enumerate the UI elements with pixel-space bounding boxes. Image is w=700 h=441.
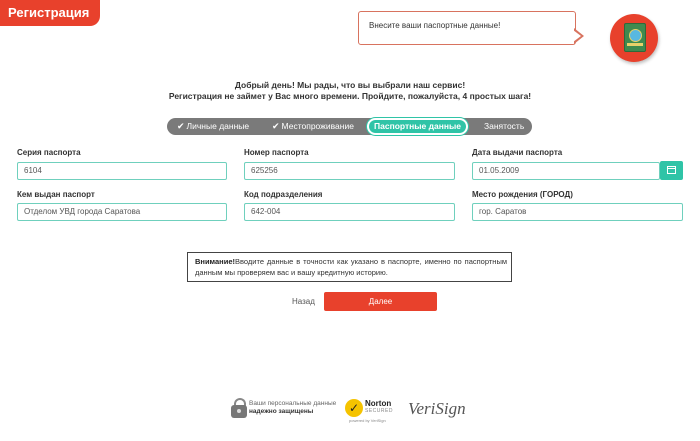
step-personal-data[interactable] — [177, 118, 249, 135]
step-label: Занятость — [484, 121, 525, 131]
next-button[interactable]: Далее — [324, 292, 437, 311]
page-title: Регистрация — [0, 0, 100, 26]
issued-by-label: Кем выдан паспорт — [17, 190, 95, 199]
passport-series-input[interactable]: 6104 — [17, 162, 227, 180]
step-label: Личные данные — [186, 121, 250, 131]
security-note — [249, 400, 336, 416]
tooltip-text: Внесите ваши паспортные данные! — [369, 21, 501, 30]
division-code-input[interactable]: 642-004 — [244, 203, 455, 221]
norton-secured: SECURED — [365, 408, 393, 414]
step-employment[interactable] — [484, 118, 524, 135]
back-link[interactable]: Назад — [292, 297, 315, 306]
lock-body — [231, 405, 247, 418]
step-passport-data[interactable] — [367, 118, 468, 135]
number-label: Номер паспорта — [244, 148, 309, 157]
step-label: Паспортные данные — [374, 121, 461, 131]
norton-check-icon: ✓ — [345, 399, 363, 417]
issue-date-label: Дата выдачи паспорта — [472, 148, 563, 157]
security-note-line-2: надежно защищены — [249, 408, 314, 415]
tooltip-bubble — [358, 11, 576, 45]
division-code-label: Код подразделения — [244, 190, 323, 199]
issued-by-input[interactable]: Отделом УВД города Саратова — [17, 203, 227, 221]
norton-powered: powered by VeriSign — [349, 418, 386, 423]
issue-date-input[interactable]: 01.05.2009 — [472, 162, 660, 180]
step-label: Местопроживание — [281, 121, 354, 131]
tooltip-tail — [574, 28, 584, 44]
security-note-line-1: Ваши персональные данные — [249, 400, 337, 407]
passport-book-icon — [624, 23, 646, 52]
calendar-button[interactable] — [660, 161, 683, 180]
calendar-icon — [667, 166, 676, 174]
notice-text: Вводите данные в точности как указано в паспорте, именно по паспортным данным мы проверяем вас и вашу кредитную историю. — [195, 257, 507, 277]
passport-icon — [610, 14, 658, 62]
birth-place-label: Место рождения (ГОРОД) — [472, 190, 573, 199]
check-icon: ✔ — [177, 121, 185, 131]
greeting-line-1: Добрый день! Мы рады, что вы выбрали наш сервис! — [234, 80, 466, 90]
verisign-logo: VeriSign — [408, 399, 466, 418]
step-progress-bar — [167, 118, 532, 135]
series-label: Серия паспорта — [17, 148, 81, 157]
notice-title: Внимание! — [195, 257, 235, 266]
norton-logo — [345, 397, 395, 423]
attention-notice — [187, 252, 512, 282]
lock-icon — [231, 398, 247, 418]
norton-name: Norton — [365, 399, 392, 408]
check-icon: ✔ — [272, 121, 280, 131]
greeting — [0, 80, 700, 102]
passport-label-strip — [627, 43, 643, 46]
birth-place-input[interactable]: гор. Саратов — [472, 203, 683, 221]
passport-number-input[interactable]: 625256 — [244, 162, 455, 180]
step-residence[interactable] — [272, 118, 354, 135]
globe-icon — [629, 29, 642, 42]
greeting-line-2: Регистрация не займет у Вас много времени. Пройдите, пожалуйста, 4 простых шага! — [168, 91, 532, 101]
